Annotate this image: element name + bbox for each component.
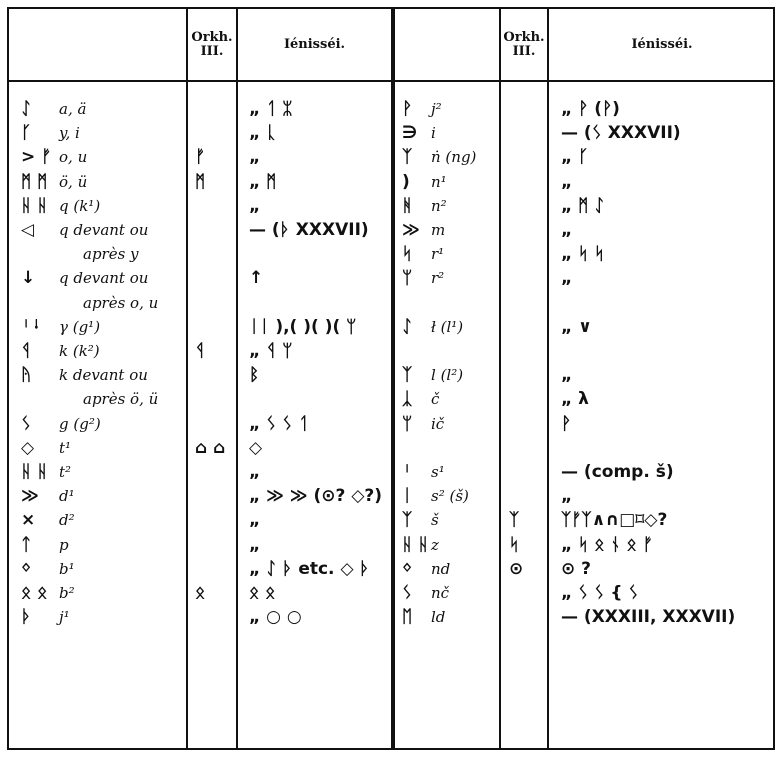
right-i-cell: — (ᛊ XXXVII): [561, 123, 681, 144]
left-t-cell: ö, ü: [59, 172, 88, 191]
right-t-cell: s² (š): [431, 487, 469, 506]
right-t-cell: z: [431, 535, 439, 554]
right-t-cell: ld: [431, 608, 446, 627]
right-g-cell: ᛊ: [402, 583, 413, 603]
right-g-cell: ): [402, 171, 410, 192]
header-ienissei-right: Iénisséi.: [631, 36, 693, 52]
left-g-cell: ↓: [21, 268, 36, 289]
right-i-cell: „: [561, 268, 573, 289]
left-i-cell: „ ᛊ ᛊ ᛐ: [249, 413, 309, 434]
left-i-cell: „: [249, 510, 261, 531]
left-t-cell: d¹: [59, 487, 75, 506]
right-t-cell: r¹: [431, 245, 445, 264]
right-g-cell: ᛁ: [402, 486, 413, 507]
left-i-cell: „: [249, 147, 261, 168]
left-t-cell: q (k¹): [59, 196, 101, 215]
right-g-cell: ᚻ: [402, 195, 413, 216]
left-o-cell: ⌂ ⌂: [195, 437, 226, 458]
left-g-cell: ᛏ: [21, 534, 32, 555]
left-t-cell: a, ä: [59, 100, 87, 118]
left-i-cell: — (ᚦ XXXVII): [249, 220, 369, 240]
right-g-cell: ∋: [402, 123, 418, 144]
left-o-cell: ᛗ: [195, 171, 206, 192]
left-t-cell: t¹: [59, 438, 72, 457]
right-t-cell: ł (l¹): [431, 317, 464, 336]
left-o-cell: ᛟ: [195, 583, 206, 603]
right-i-cell: — (comp. š): [561, 462, 674, 482]
left-g-cell: ᚺ ᚺ: [21, 195, 48, 216]
right-i-cell: „ λ: [561, 389, 589, 410]
left-g-cell: ᚺ ᚺ: [21, 462, 48, 482]
left-t-cell: b²: [59, 584, 75, 602]
left-t-cell: k (k²): [59, 342, 100, 360]
right-t-cell: š: [431, 511, 439, 530]
right-i-cell: ᛉᚠᛉ∧∩□⌑◇?: [561, 510, 668, 531]
left-i-cell: „ ᛩ ᛘ: [249, 341, 293, 361]
left-g-cell: ᛗ ᛗ: [21, 171, 48, 192]
left-t-cell: après o, u: [83, 293, 159, 312]
left-t-cell: après y: [83, 245, 139, 264]
left-i-cell: „: [249, 534, 261, 555]
left-g-cell: ᚤ: [21, 365, 32, 386]
right-g-cell: ᛌ: [402, 462, 413, 482]
right-t-cell: ṅ (ng): [431, 148, 477, 167]
right-g-cell: ᛉ: [402, 365, 413, 386]
right-g-cell: ᛘ: [402, 268, 413, 289]
left-t-cell: q devant ou: [59, 221, 149, 239]
right-i-cell: „ ∨: [561, 316, 592, 337]
right-i-cell: „: [561, 365, 573, 386]
left-i-cell: „ ᚳ: [249, 123, 277, 144]
right-i-cell: „: [561, 220, 573, 240]
divider: [547, 9, 549, 748]
left-t-cell: γ (g¹): [59, 317, 101, 336]
divider: [186, 9, 188, 748]
right-g-cell: ᛖ: [402, 607, 413, 628]
divider: [499, 9, 501, 748]
right-i-cell: „ ᛗ ᛇ: [561, 195, 605, 216]
left-i-cell: ᛟ ᛟ: [249, 583, 276, 603]
left-g-cell: > ᚠ: [21, 147, 52, 168]
left-i-cell: „ ○ ○: [249, 607, 302, 628]
right-t-cell: r²: [431, 269, 445, 288]
right-i-cell: „ ᚴ: [561, 147, 589, 168]
left-g-cell: ◇: [21, 437, 35, 458]
left-g-cell: ᚦ: [21, 607, 32, 628]
left-o-cell: ᛩ: [195, 341, 206, 361]
right-g-cell: ᚹ: [402, 99, 413, 119]
header-orkh-left: Orkh. III.: [191, 29, 233, 59]
left-t-cell: k devant ou: [59, 366, 148, 385]
right-o-cell: ⊙: [509, 558, 524, 579]
left-g-cell: ᛇ: [21, 99, 32, 119]
right-i-cell: „ ᛋ ᛟ ᚾ ᛟ ᚠ: [561, 534, 653, 555]
right-i-cell: — (XXXIII, XXXVII): [561, 607, 736, 628]
right-i-cell: „: [561, 486, 573, 507]
left-g-cell: ◁: [21, 220, 35, 240]
right-g-cell: ᛉ: [402, 147, 413, 168]
left-i-cell: „: [249, 462, 261, 482]
left-t-cell: y, i: [59, 124, 80, 143]
left-i-cell: „ ᛐ ᛯ: [249, 99, 293, 119]
right-o-cell: ᛋ: [509, 534, 520, 555]
right-t-cell: i: [431, 124, 436, 143]
right-t-cell: nč: [431, 584, 450, 602]
right-i-cell: ᚹ: [561, 413, 572, 434]
left-t-cell: après ö, ü: [83, 390, 159, 409]
left-t-cell: j¹: [59, 608, 70, 627]
right-i-cell: „ ᛊ ᛊ { ᛊ: [561, 583, 639, 603]
right-t-cell: l (l²): [431, 366, 464, 385]
header-divider: [9, 80, 773, 82]
left-i-cell: „: [249, 195, 261, 216]
left-i-cell: ᛁᛁ ),( )( )( ᛘ: [249, 316, 357, 337]
right-g-cell: ᛜ: [402, 558, 413, 579]
left-g-cell: ×: [21, 510, 36, 531]
left-g-cell: ᛊ: [21, 413, 32, 434]
right-g-cell: ᚺ ᚺ: [402, 534, 429, 555]
left-i-cell: ◇: [249, 437, 263, 458]
right-t-cell: j²: [431, 100, 442, 118]
right-i-cell: „ ᚹ (ᚹ): [561, 99, 620, 119]
alphabet-table: [7, 7, 775, 750]
left-i-cell: ↑: [249, 268, 264, 289]
left-g-cell: ᛩ: [21, 341, 32, 361]
right-t-cell: ič: [431, 414, 445, 433]
right-t-cell: m: [431, 221, 446, 239]
left-g-cell: ᛜ: [21, 558, 32, 579]
right-g-cell: ᛇ: [402, 316, 413, 337]
right-g-cell: ᛉ: [402, 510, 413, 531]
left-t-cell: g (g²): [59, 414, 101, 433]
right-i-cell: „ ᛋ ᛋ: [561, 244, 605, 265]
right-t-cell: s¹: [431, 463, 445, 481]
left-t-cell: d²: [59, 511, 75, 530]
left-i-cell: „ ᛇ ᚦ etc. ◇ ᚦ: [249, 558, 370, 579]
right-g-cell: ≫: [402, 220, 420, 240]
left-g-cell: ≫: [21, 486, 39, 507]
right-g-cell: ᛋ: [402, 244, 413, 265]
divider: [236, 9, 238, 748]
left-t-cell: b¹: [59, 559, 75, 578]
right-t-cell: č: [431, 390, 440, 409]
left-i-cell: ᛒ: [249, 365, 260, 386]
left-t-cell: o, u: [59, 148, 88, 167]
divider: [391, 9, 395, 748]
left-g-cell: ᚴ: [21, 123, 32, 144]
left-g-cell: ᛟ ᛟ: [21, 583, 48, 603]
right-o-cell: ᛉ: [509, 510, 520, 531]
left-g-cell: ᛌᛍ: [21, 316, 42, 337]
left-i-cell: „ ≫ ≫ (⊙? ◇?): [249, 486, 383, 507]
right-g-cell: ᛣ: [402, 389, 413, 410]
left-o-cell: ᚠ: [195, 147, 206, 168]
left-t-cell: t²: [59, 463, 72, 481]
right-t-cell: n¹: [431, 172, 447, 191]
right-g-cell: ᛘ: [402, 413, 413, 434]
right-i-cell: ⊙ ?: [561, 558, 592, 579]
right-t-cell: n²: [431, 196, 447, 215]
left-i-cell: „ ᛗ: [249, 171, 277, 192]
header-orkh-right: Orkh. III.: [503, 29, 545, 59]
header-ienissei-left: Iénisséi.: [283, 36, 346, 52]
right-i-cell: „: [561, 171, 573, 192]
right-t-cell: nd: [431, 559, 451, 578]
left-t-cell: q devant ou: [59, 269, 149, 288]
left-t-cell: p: [59, 535, 69, 554]
